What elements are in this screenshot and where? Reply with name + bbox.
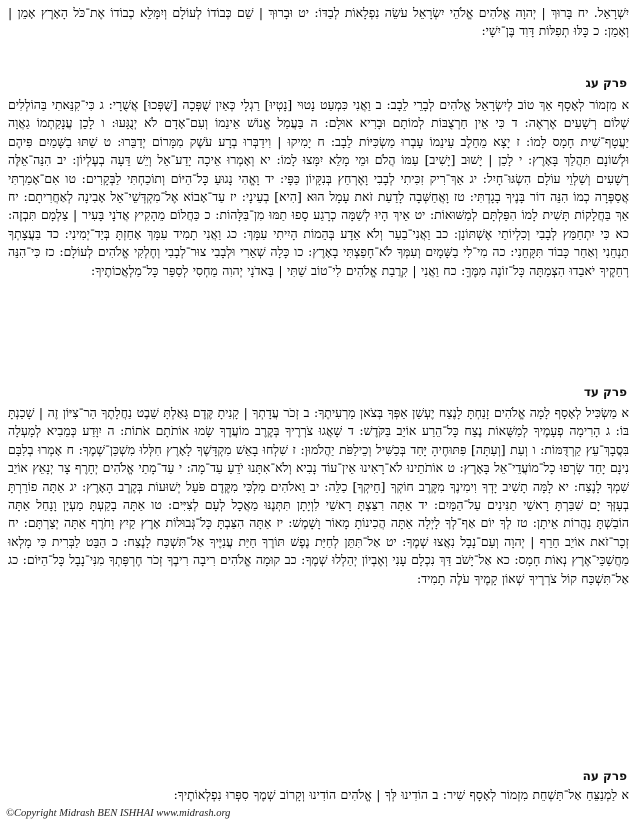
psalm-72-ending: יִשְׁרָאֵל. יח בָּרוּךְ | יְהוָה אֱלֹהִים אֱלֹהֵי יִשְׂרָאֵל עֹשֵׂה נִפְלָאוֹת לְבַדּוֹ: יט וּבָרוּךְ | שֵׁם כְּבוֹדוֹ לְעוֹלָם וְיִמָּלֵא כְבוֹדוֹ אֶת־כֹּל הָאָרֶץ אָמֵן | וְאָמֵן: כ כָּלּוּ תְפִלּוֹת דָּוִד בֶּן־יִשָׁי:	[8, 5, 629, 39]
chapter-text-73: א מִזְמוֹר לְאָסָף אַךְ טוֹב לְיִשְׂרָאֵל אֱלֹהִים לְבָרֵי לֵבָב: ב וַאֲנִי כִּמְעַט נָטוּי [נָטְיוּ] רַגְלָי כְּאַיִן שֻׁפְּכָה [שֻׁפְּכוּ] אֲשֻׁרָי: ג כִּי־קִנֵּאתִי בַּהוֹלְלִים שְׁלוֹם רְשָׁעִים אֶרְאֶה: ד כִּי אֵין חַרְצֻבּוֹת לְמוֹתָם וּבָרִיא אוּלָם: ה בַּעֲמַל אֱנוֹשׁ אֵינֵמוֹ וְעִם־אָדָם לֹא יְנֻגָּעוּ: ו לָכֵן עֲנָקַתְמוֹ גַאֲוָה יַעֲטָף־שִׁית חָמָס לָמוֹ: ז יָצָא מֵחֵלֶב עֵינֵמוֹ עָבְרוּ מַשְׂכִּיּוֹת לֵבָב: ח יָמִיקוּ | וִידַבְּרוּ בְרָע עֹשֶׁק מִמָּרוֹם יְדַבֵּרוּ: ט שַׁתּוּ בַשָּׁמַיִם פִּיהֶם וּלְשׁוֹנָם תִּהֲלַךְ בָּאָרֶץ: י לָכֵן | יָשׁוּב [יָשִׁיב] עַמּוֹ הֲלֹם וּמֵי מָלֵא יִמָּצוּ לָמוֹ: יא וְאָמְרוּ אֵיכָה יָדַע־אֵל וְיֵשׁ דֵּעָה בְעֶלְיוֹן: יב הִנֵּה־אֵלֶּה רְשָׁעִים וְשַׁלְוֵי עוֹלָם הִשְׂגּוּ־חָיִל: יג אַךְ־רִיק זִכִּיתִי לְבָבִי וָאֶרְחַץ בְּנִקָּיוֹן כַּפָּי: יד וָאֱהִי נָגוּעַ כָּל־הַיּוֹם וְתוֹכַחְתִּי לַבְּקָרִים: טו אִם־אָמַרְתִּי אֲסַפְּרָה כְמוֹ הִנֵּה דוֹר בָּנֶיךָ בָגָדְתִּי: טז וָאֲחַשְּׁבָה לָדַעַת זֹאת עָמָל הוּא [הִיא] בְעֵינָי: יז עַד־אָבוֹא אֶל־מִקְדְּשֵׁי־אֵל אָבִינָה לְאַחֲרִיתָם: יח אַךְ בַּחֲלָקוֹת תָּשִׁית לָמוֹ הִפַּלְתָּם לְמַשּׁוּאוֹת: יט אֵיךְ הָיוּ לְשַׁמָּה כְרָגַע סָפוּ תַמּוּ מִן־בַּלָּהוֹת: כ כַּחֲלוֹם מֵהָקִיץ אֲדֹנָי בָּעִיר | צַלְמָם תִּבְזֶה: כא כִּי יִתְחַמֵּץ לְבָבִי וְכִלְיוֹתַי אֶשְׁתּוֹנָן: כב וַאֲנִי־בַעַר וְלֹא אֵדָע בְּהֵמוֹת הָיִיתִי עִמָּךְ: כג וַאֲנִי תָמִיד עִמָּךְ אָחַזְתָּ בְּיַד־יְמִינִי: כד בַּעֲצָתְךָ תַנְחֵנִי וְאַחַר כָּבוֹד תִּקָּחֵנִי: כה מִי־לִי בַשָּׁמָיִם וְעִמְּךָ לֹא־חָפַצְתִּי בָאָרֶץ: כו כָּלָה שְׁאֵרִי וּלְבָבִי צוּר־לְבָבִי וְחֶלְקִי אֱלֹהִים לְעוֹלָם: כז כִּי־הִנֵּה רְחֵקֶיךָ יֹאבֵדוּ הִצְמַתָּה כָּל־זוֹנֶה מִמֶּךָּ: כח וַאֲנִי | קִרֲבַת אֱלֹהִים לִי־טוֹב שַׁתִּי | בַּאדֹנָי יְהוִה מַחְסִי לְסַפֵּר כָּל־מַלְאֲכוֹתֶיךָ:	[8, 97, 629, 278]
chapter-heading-75: פרק עה	[582, 769, 627, 783]
chapter-text-75: א לַמְנַצֵּחַ אַל־תַּשְׁחֵת מִזְמוֹר לְאָסָף שִׁיר: ב הוֹדִינוּ לְּךָ | אֱלֹהִים הוֹדִינוּ וְקָרוֹב שְׁמֶךָ סִפְּרוּ נִפְלְאוֹתֶיךָ:	[173, 787, 629, 802]
copyright-footer: ©Copyright Midrash BEN ISHHAI www.midrash.org	[6, 808, 231, 819]
chapter-heading-74: פרק עד	[583, 385, 627, 399]
chapter-heading-73: פרק עג	[585, 76, 627, 90]
chapter-text-74: א מַשְׂכִּיל לְאָסָף לָמָה אֱלֹהִים זָנַחְתָּ לָנֶצַח יֶעְשַׁן אַפְּךָ בְּצֹאן מַרְעִיתֶךָ: ב זְכֹר עֲדָתְךָ | קָנִיתָ קֶּדֶם גָּאַלְתָּ שֵׁבֶט נַחֲלָתֶךָ הַר־צִיּוֹן זֶה | שָׁכַנְתָּ בּוֹ: ג הָרִימָה פְעָמֶיךָ לְמַשֻּׁאוֹת נֶצַח כָּל־הֵרַע אוֹיֵב בַּקֹּדֶשׁ: ד שָׁאֲגוּ צֹרְרֶיךָ בְּקֶרֶב מוֹעֲדֶךָ שָׂמוּ אוֹתֹתָם אֹתוֹת: ה יִוָּדַע כְּמֵבִיא לְמָעְלָה בִּסֲבָךְ־עֵץ קַרְדֻּמּוֹת: ו וְעַת [וְעַתָּה] פִּתּוּחֶיהָ יָּחַד בְּכַשִּׁיל וְכֵילַפֹּת יַהֲלֹמוּן: ז שִׁלְחוּ בָאֵשׁ מִקְדָּשֶׁךָ לָאָרֶץ חִלְּלוּ מִשְׁכַּן־שְׁמֶךָ: ח אָמְרוּ בְלִבָּם נִינָם יָחַד שָׂרְפוּ כָל־מוֹעֲדֵי־אֵל בָּאָרֶץ: ט אוֹתֹתֵינוּ לֹא־רָאִינוּ אֵין־עוֹד נָבִיא וְלֹא־אִתָּנוּ יֹדֵעַ עַד־מָה: י עַד־מָתַי אֱלֹהִים יְחָרֶף צָר יְנָאֵץ אוֹיֵב שִׁמְךָ לָנֶצַח: יא לָמָּה תָשִׁיב יָדְךָ וִימִינֶךָ מִקֶּרֶב חוֹקְךָ [חֵיקְךָ] כַלֵּה: יב וֵאלֹהִים מַלְכִּי מִקֶּדֶם פֹּעֵל יְשׁוּעוֹת בְּקֶרֶב הָאָרֶץ: יג אַתָּה פוֹרַרְתָּ בְעָזְּךָ יָם שִׁבַּרְתָּ רָאשֵׁי תַנִּינִים עַל־הַמָּיִם: יד אַתָּה רִצַּצְתָּ רָאשֵׁי לִוְיָתָן תִּתְּנֶנּוּ מַאֲכָל לְעָם לְצִיִּים: טו אַתָּה בָקַעְתָּ מַעְיָן וָנָחַל אַתָּה הוֹבַשְׁתָּ נַהֲרוֹת אֵיתָן: טז לְךָ יוֹם אַף־לְךָ לָיְלָה אַתָּה הֲכִינוֹתָ מָאוֹר וָשָׁמֶשׁ: יז אַתָּה הִצַּבְתָּ כָּל־גְּבוּלוֹת אָרֶץ קַיִץ וָחֹרֶף אַתָּה יְצַרְתָּם: יח זְכָר־זֹאת אוֹיֵב חֵרֵף | יְהוָה וְעַם־נָבָל נִאֲצוּ שְׁמֶךָ: יט אַל־תִּתֵּן לְחַיַּת נֶפֶשׁ תּוֹרֶךָ חַיַּת עֲנִיֶּיךָ אַל־תִּשְׁכַּח לָנֶצַח: כ הַבֵּט לַבְּרִית כִּי מָלְאוּ מַחֲשַׁכֵּי־אֶרֶץ נְאוֹת חָמָס: כא אַל־יָשֹׁב דַּךְ נִכְלָם עָנִי וְאֶבְיוֹן יְהַלְלוּ שְׁמֶךָ: כב קוּמָה אֱלֹהִים רִיבָה רִיבֶךָ זְכֹר חֶרְפָּתְךָ מִנִּי־נָבָל כָּל־הַיּוֹם: כג אַל־תִּשְׁכַּח קוֹל צֹרְרֶיךָ שְׁאוֹן קָמֶיךָ עֹלֶה תָמִיד:	[8, 405, 629, 586]
